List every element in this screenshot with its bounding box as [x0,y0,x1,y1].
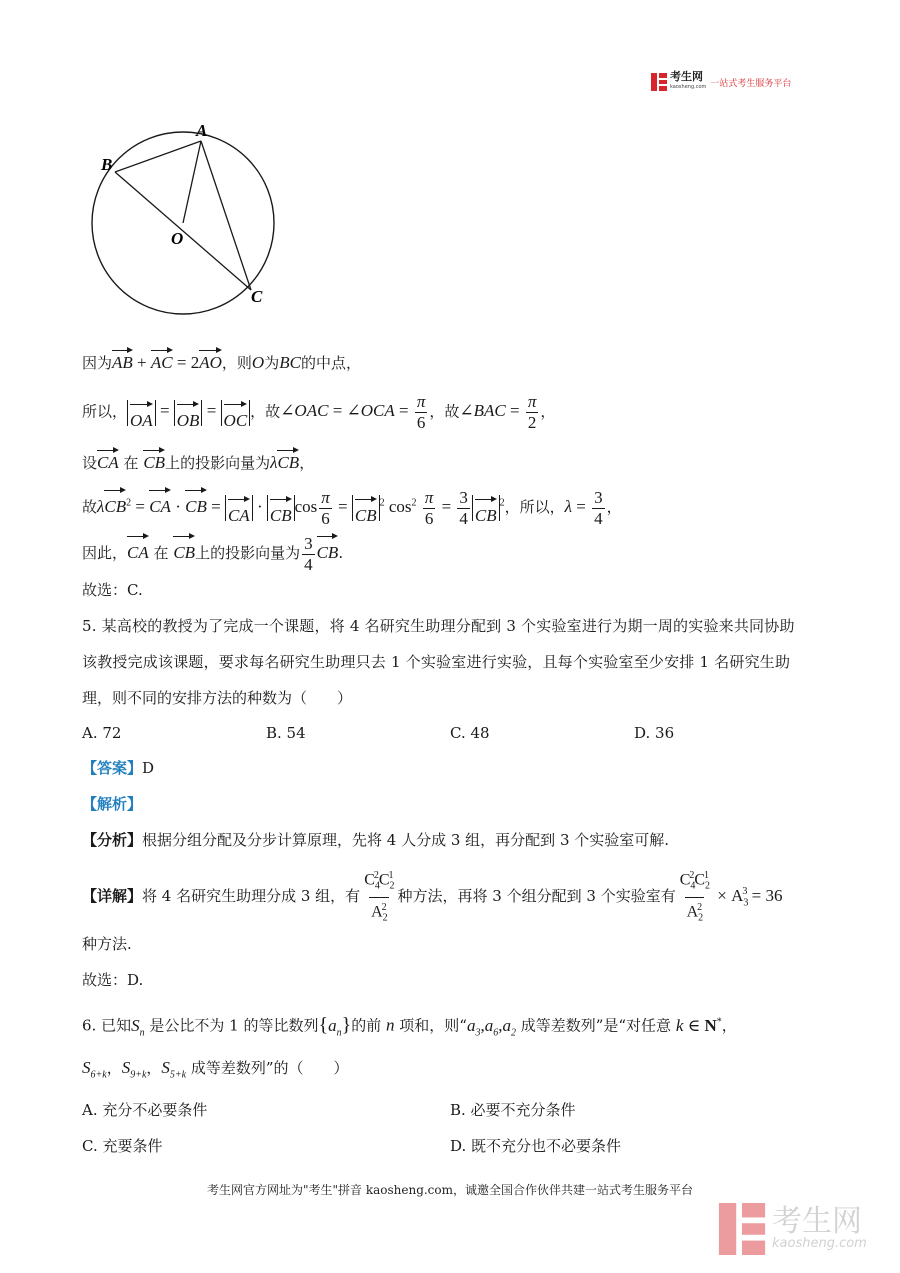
q6-choice-a: A. 充分不必要条件 [82,1101,208,1119]
q5-choice-d: D. 36 [634,724,675,742]
solution-line-5: 因此，CA 在 CB上的投影向量为 $\frac{3}{4}$ CB. [82,533,344,574]
solution-line-2: 所以， OA = OB = OC ，故∠OAC = ∠OCA = $\frac{\pi}{6}$ ，故∠BAC = $\frac{\pi}{2}$ ， [82,392,555,433]
footer-text: 考生网官方网址为"考生"拼音 kaosheng.com，诚邀全国合作伙伴共建一站式考生服务平台 [206,1183,694,1197]
q6-choice-d: D. 既不充分也不必要条件 [450,1137,622,1155]
solution4-answer: 故选：C. [82,581,143,599]
q5-analysis-tag: 【解析】 [82,795,143,813]
q5-choice-c: C. 48 [450,724,490,742]
q5-choice-a: A. 72 [82,724,122,742]
q6-line-1: 6. 已知$S_n$ 是公比不为 1 的等比数列$\{a_n\}$的前 n 项和，则“$a_3,a_6,a_2$ 成等差数列”是“对任意 k ∈ N*， [82,1013,737,1039]
label-A: A [196,121,208,140]
header-logo [651,72,791,92]
watermark-domain: kaosheng.com [772,1236,867,1251]
kaosheng-logo-icon [651,73,667,91]
watermark-logo [718,1203,867,1255]
solution-line-4: 故λCB$^2$ = CA · CB = CA · CB cos $\frac{\pi}{6}$ = $CB^2$ $\cos^2$ $\frac{\pi}{6}$ = $\frac{3}{4}$ $CB^2$，所以，λ = $\frac{3}{4}$ ， [82,486,622,529]
label-B: B [101,155,113,174]
circle-figure [85,120,285,320]
solution-line-1: 因为AB + AC = 2AO，则O为BC的中点， [82,346,361,374]
q5-line-3: 理，则不同的安排方法的种数为（ ） [82,689,353,707]
logo-domain: kaosheng.com [670,84,707,90]
q5-fenxi: 【分析】根据分组分配及分步计算原理，先将 4 人分成 3 组，再分配到 3 个实验室可解. [82,831,670,849]
q6-choice-c: C. 充要条件 [82,1137,163,1155]
q5-line-2: 该教授完成该课题，要求每名研究生助理只去 1 个实验室进行实验，且每个实验室至少安排 1 名研究生助 [82,653,791,671]
solution-line-3: 设CA 在 CB上的投影向量为λCB， [82,446,314,474]
logo-text: 考生网 [670,70,703,83]
header-tagline: 一站式考生服务平台 [710,78,792,89]
q5-choice-b: B. 54 [266,724,306,742]
q5-final: 故选：D. [82,971,144,989]
watermark-logo-icon [718,1203,766,1255]
label-C: C [251,287,263,306]
label-O: O [171,229,184,248]
answer-tag: 【答案】 [82,759,143,777]
q5-answer: 【答案】D [82,759,155,777]
q6-choice-b: B. 必要不充分条件 [450,1101,576,1119]
q6-line-2: $S_{6+k}$，$S_{9+k}$，$S_{5+k}$ 成等差数列”的（ ） [82,1058,349,1081]
q5-xiangjie: 【详解】将 4 名研究生助理分成 3 组，有 $\frac{C_4^2C_2^1}{A_2^2}$ 种方法，再将 3 个组分配到 3 个实验室有 $\frac{C_4^2C_2^1}{A_2^2}$ × $A_3^3 = 36$ [82,866,783,928]
watermark-text: 考生网 [772,1204,862,1239]
q5-xiangjie-end: 种方法. [82,935,132,953]
q5-line-1: 5. 某高校的教授为了完成一个课题，将 4 名研究生助理分配到 3 个实验室进行为期一周的实验来共同协助 [82,617,795,635]
